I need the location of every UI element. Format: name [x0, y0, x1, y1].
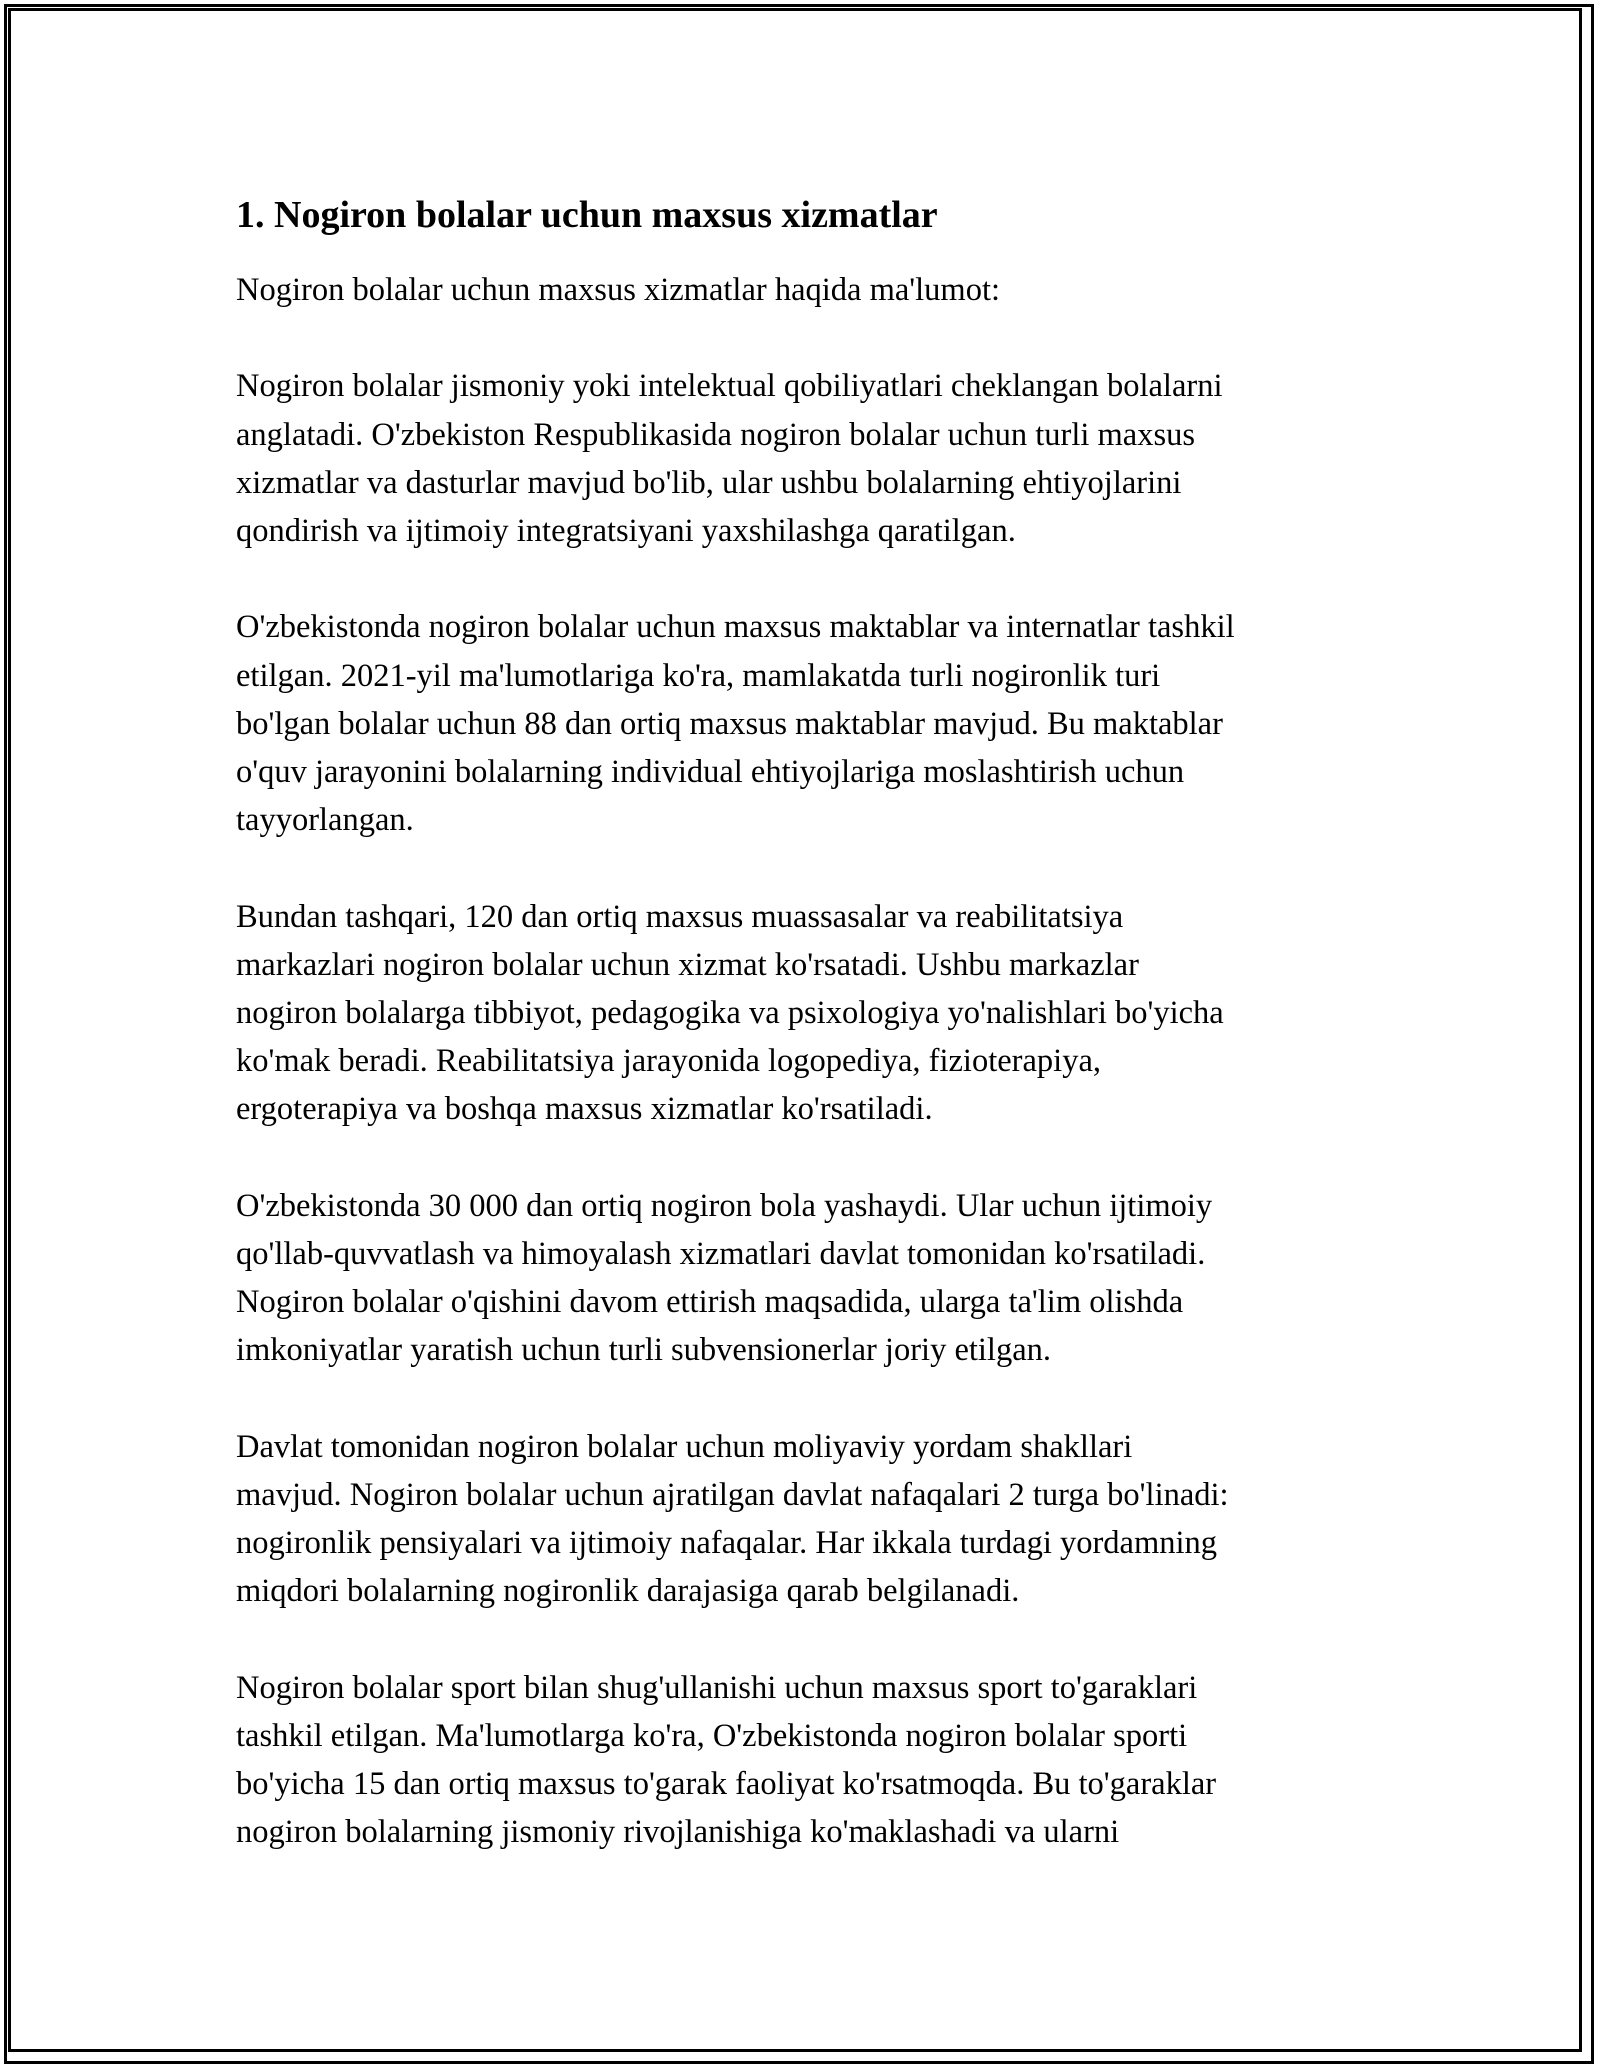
paragraph-line: mavjud. Nogiron bolalar uchun ajratilgan davlat nafaqalari 2 turga bo'linadi:	[236, 1477, 1229, 1513]
paragraph-line: tayyorlangan.	[236, 802, 414, 839]
paragraph-line: Nogiron bolalar uchun maxsus xizmatlar haqida ma'lumot:	[236, 272, 1001, 308]
paragraph-list	[236, 266, 1366, 1857]
paragraph-line: Davlat tomonidan nogiron bolalar uchun moliyaviy yordam shakllari	[236, 1428, 1133, 1465]
paragraph-line: Nogiron bolalar o'qishini davom ettirish maqsadida, ularga ta'lim olishda	[236, 1284, 1184, 1321]
paragraph-line: imkoniyatlar yaratish uchun turli subvensionerlar joriy etilgan.	[236, 1332, 1052, 1369]
section-heading: 1. Nogiron bolalar uchun maxsus xizmatlar	[236, 194, 938, 236]
paragraph	[236, 266, 1366, 314]
paragraph-line: nogiron bolalarning jismoniy rivojlanishiga ko'maklashadi va ularni	[236, 1814, 1120, 1851]
paragraph-line: nogiron bolalarga tibbiyot, pedagogika va psixologiya yo'nalishlari bo'yicha	[236, 995, 1224, 1031]
paragraph-line: nogironlik pensiyalari va ijtimoiy nafaqalar. Har ikkala turdagi yordamning	[236, 1525, 1218, 1562]
paragraph-line: O'zbekistonda 30 000 dan ortiq nogiron bola yashaydi. Ular uchun ijtimoiy	[236, 1187, 1213, 1224]
paragraph-line: qondirish va ijtimoiy integratsiyani yaxshilashga qaratilgan.	[236, 513, 1016, 549]
paragraph-line: bo'yicha 15 dan ortiq maxsus to'garak faoliyat ko'rsatmoqda. Bu to'garaklar	[236, 1766, 1217, 1803]
paragraph-line: Nogiron bolalar sport bilan shug'ullanishi uchun maxsus sport to'garaklari	[236, 1669, 1198, 1706]
paragraph	[236, 362, 1366, 555]
paragraph	[236, 1664, 1366, 1857]
paragraph-line: miqdori bolalarning nogironlik darajasiga qarab belgilanadi.	[236, 1573, 1020, 1610]
paragraph	[236, 603, 1366, 844]
paragraph-line: markazlari nogiron bolalar uchun xizmat ko'rsatadi. Ushbu markazlar	[236, 946, 1139, 983]
paragraph-line: ko'mak beradi. Reabilitatsiya jarayonida logopediya, fizioterapiya,	[236, 1043, 1101, 1080]
paragraph-line: ergoterapiya va boshqa maxsus xizmatlar ko'rsatiladi.	[236, 1091, 933, 1128]
paragraph-line: o'quv jarayonini bolalarning individual ehtiyojlariga moslashtirish uchun	[236, 754, 1185, 790]
paragraph-line: etilgan. 2021-yil ma'lumotlariga ko'ra, mamlakatda turli nogironlik turi	[236, 657, 1161, 694]
paragraph-line: bo'lgan bolalar uchun 88 dan ortiq maxsus maktablar mavjud. Bu maktablar	[236, 705, 1223, 742]
paragraph-line: xizmatlar va dasturlar mavjud bo'lib, ular ushbu bolalarning ehtiyojlarini	[236, 464, 1182, 501]
paragraph-line: qo'llab-quvvatlash va himoyalash xizmatlari davlat tomonidan ko'rsatiladi.	[236, 1236, 1206, 1272]
paragraph-line: O'zbekistonda nogiron bolalar uchun maxsus maktablar va internatlar tashkil	[236, 609, 1235, 646]
paragraph-line: Nogiron bolalar jismoniy yoki intelektual qobiliyatlari cheklangan bolalarni	[236, 368, 1223, 405]
paragraph	[236, 1182, 1366, 1375]
paragraph-line: anglatadi. O'zbekiston Respublikasida nogiron bolalar uchun turli maxsus	[236, 416, 1196, 453]
paragraph	[236, 893, 1366, 1134]
paragraph-line: tashkil etilgan. Ma'lumotlarga ko'ra, O'zbekistonda nogiron bolalar sporti	[236, 1718, 1188, 1754]
document-body	[236, 180, 1366, 1905]
paragraph	[236, 1423, 1366, 1616]
paragraph-line: Bundan tashqari, 120 dan ortiq maxsus muassasalar va reabilitatsiya	[236, 898, 1124, 935]
